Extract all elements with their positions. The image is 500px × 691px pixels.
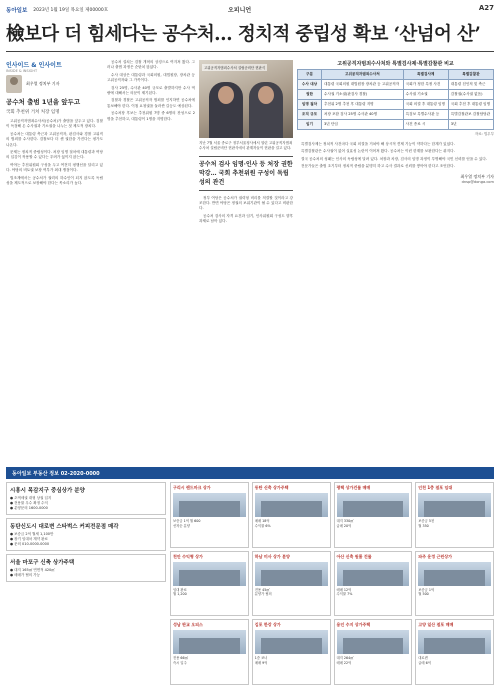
ad-cell[interactable] <box>415 482 494 548</box>
ad-line: ● 문의 010-0000-0000 <box>10 542 50 546</box>
ad-line: 수익률 7% <box>336 592 353 597</box>
table-cell: 국회 의결 후 대통령 임명 <box>403 100 448 110</box>
table-row <box>298 80 494 90</box>
ad-line: 급매 6억 <box>418 660 431 665</box>
ad-line: 매매 18억 <box>254 519 270 523</box>
page-number: A27 <box>478 4 494 12</box>
column-subtitle: 국회 추천위 거쳐 처장 임명 <box>6 110 60 115</box>
building-image <box>337 493 410 517</box>
byline: 최우열 정치부 기자 <box>460 173 494 179</box>
paragraph: 검찰과 경찰은 고위공직자 범죄를 인지하면 공수처에 통보해야 한다. 이첩 요청권을 둘러싼 갈등도 예상된다. <box>107 98 195 108</box>
table-row-header: 조직 규모 <box>298 110 322 120</box>
ad-line: 보증금 5천 <box>418 519 435 523</box>
ad-line: 분양가 협의 <box>254 592 272 597</box>
building-image <box>418 493 491 517</box>
article-body <box>297 142 494 170</box>
photo-caption: 지난 7월 서울 종로구 정부서울청사에서 열린 고위공직자범죄수사처 설립준비단 현판식에서 관계자들이 현판을 걸고 있다. <box>199 141 293 150</box>
paragraph: 결국 공수처의 성패는 인사의 독립성에 달려 있다. 처장과 차장, 검사의 임명 과정이 투명해야 국민 신뢰를 얻을 수 있다. <box>301 156 488 161</box>
ad-section-header: 동아일보 부동산 정보 02-2020-0000 <box>6 467 494 479</box>
ad-title: 하남 미사 상가 분양 <box>254 553 290 559</box>
ad-cell[interactable] <box>170 482 249 548</box>
paragraph: 고위공직자범죄수사처(공수처)가 출범을 앞두고 있다. 검찰이 독점해 온 수사권과 기소권을 나누는 첫 제도적 장치다. <box>6 119 103 129</box>
article-body <box>107 60 195 122</box>
ad-cell[interactable] <box>170 619 249 685</box>
table-cell: 수사권 기소권(판검사 경찰) <box>322 90 404 100</box>
ad-cell[interactable] <box>334 551 413 617</box>
ad-block[interactable] <box>6 518 166 551</box>
paragraph: 공수처 검사의 자격 요건과 임기, 인사위원회 구성도 향후 과제로 남아 있다. <box>199 213 293 224</box>
ad-line: 대지 330㎡ <box>336 519 354 523</box>
author-name: 최우열 정치부 기자 <box>26 81 60 86</box>
table-cell: 국회가 정한 특정 사건 <box>403 80 448 90</box>
paragraph: 특별검사제는 정치적 사건마다 국회 의결을 거쳐야 해 상시적 견제 기능이 약하다는 한계가 있었다. <box>301 142 455 146</box>
building-image <box>255 493 328 517</box>
ad-title: 용인 수지 상가주택 <box>336 622 371 628</box>
ad-line: 수익률 6% <box>254 523 271 528</box>
ad-line: 선착순 분양 <box>173 523 190 528</box>
masthead <box>6 4 494 16</box>
table-cell: 추천위 2명 추천 후 대통령 지명 <box>322 100 404 110</box>
table-source: 자료: 법무부 <box>474 132 494 136</box>
ad-line: 즉시 입주 <box>173 660 187 665</box>
table-row <box>298 90 494 100</box>
table-row <box>298 110 494 120</box>
issue-date: 2023년 1월 19일 목요일 제00000호 <box>33 8 109 13</box>
ad-cell[interactable] <box>252 551 331 617</box>
ad-grid <box>170 482 494 685</box>
ad-title: 김포 한강 상가 <box>254 622 281 628</box>
table-cell: 사건 종료 시 <box>403 120 448 130</box>
table-header-row <box>298 70 494 80</box>
paragraph: 여야는 추천위원회 구성을 두고 여전히 평행선을 달리고 있다. 야당의 비토권 보장 여부가 최대 쟁점이다. <box>6 162 103 173</box>
ad-line: ● 초역세권 대형 상권 입지 <box>10 496 52 500</box>
ad-line: 보증금 1억 <box>418 587 435 592</box>
paragraph: 전문가들은 출범 초기부터 정치적 중립을 분명히 하고 수사 결과로 신뢰를 쌓아야 한다고 조언한다. <box>301 164 455 169</box>
ad-title: 시흥시 목감지구 중심상가 분양 <box>10 488 85 494</box>
paragraph: 수사 대상은 대통령과 국회의원, 대법원장, 장차관 등 고위공직자와 그 가족이다. <box>107 72 195 83</box>
ad-line: ● 매매가 협의 가능 <box>10 573 41 577</box>
ad-title: 서울 마포구 신축 상가주택 <box>10 560 75 566</box>
paragraph: 공수처 설치는 검찰 개혁의 상징으로 여겨져 왔다. 그러나 출범 과정은 순탄치 않았다. <box>107 60 195 70</box>
ad-left-column <box>6 482 166 685</box>
building-image <box>337 630 410 654</box>
ad-cell[interactable] <box>334 482 413 548</box>
table-header: 고위공직자범죄수사처 <box>322 70 404 80</box>
ad-title: 파주 운정 근린상가 <box>418 553 452 559</box>
article-column-2 <box>107 60 195 460</box>
table-row <box>298 100 494 110</box>
building-image <box>337 562 410 586</box>
ad-cell[interactable] <box>415 619 494 685</box>
building-image <box>173 493 246 517</box>
paragraph: 정부 여당은 공수처가 권력형 비리를 척결할 것이라고 강조한다. 반면 야당은 정권의 보위기관이 될 수 있다고 비판한다. <box>199 195 293 211</box>
paragraph: 공수처장 후보는 추천위원 7명 중 6명의 찬성으로 2명을 추천하고, 대통령이 1명을 지명한다. <box>107 111 195 121</box>
ad-line: 대지 264㎡ <box>336 656 354 661</box>
author-row <box>6 75 103 93</box>
column-body <box>6 119 103 186</box>
ad-line: 매매 9억 <box>254 660 268 665</box>
ad-title: 인천 1층 점포 임대 <box>418 485 453 490</box>
newspaper-logo: 동아일보 <box>6 8 28 14</box>
ad-title: 동탄 신축 상가주택 <box>254 485 289 490</box>
ad-line: 월 500 <box>418 592 429 597</box>
table-cell: 3년 단임 <box>322 120 404 130</box>
table-cell: 수사권 기소권 <box>403 90 448 100</box>
paragraph: 문제는 정치적 중립성이다. 처장 임명 절차에 대통령과 여당의 입김이 작용할 수 있다는 우려가 끊이지 않는다. <box>6 150 103 160</box>
building-image <box>255 562 328 586</box>
author-photo <box>6 75 22 93</box>
building-image <box>255 630 328 654</box>
article-column-4 <box>297 60 494 460</box>
ad-line: 임대 완료 <box>173 587 187 592</box>
ad-block[interactable] <box>6 554 166 582</box>
ad-line: 대로변 <box>418 656 428 661</box>
table-header: 특별검사제 <box>403 70 448 80</box>
table-cell: 특별감찰관보 감찰담당관 <box>448 110 493 120</box>
opinion-column <box>6 60 103 460</box>
ad-line: 전용 45㎡ <box>254 587 270 592</box>
building-image <box>418 630 491 654</box>
table-cell: 대통령 국회의원 대법원장 장차관 등 고위공직자 <box>322 80 404 90</box>
ad-line: ● 분양문의 1600-0000 <box>10 506 48 510</box>
ad-line: 급매 20억 <box>336 523 352 528</box>
table-row-header: 임명 절차 <box>298 100 322 110</box>
column-tag-sub: INSIDE & INSIGHT <box>6 69 38 73</box>
ad-cell[interactable] <box>170 551 249 617</box>
paragraph: 공수처는 대통령 측근과 고위공직자, 판검사와 경찰 고위직의 범죄를 수사한다. 검찰보다 더 센 권한을 가진다는 평가도 나온다. <box>6 131 103 147</box>
building-image <box>418 562 491 586</box>
ad-cell[interactable] <box>334 619 413 685</box>
ad-block[interactable] <box>6 482 166 515</box>
ad-line: ● 장기 임대차 계약 완료 <box>10 537 48 541</box>
ad-cell[interactable] <box>252 482 331 548</box>
table-cell: 특검보 특별수사관 등 <box>403 110 448 120</box>
pull-quote: 공수처 검사 임명·인사 등 처장 권한 막강… 국회 추천위원 구성이 독립성의 관건 <box>199 156 293 191</box>
main-headline: 檢보다 더 힘세다는 공수처… 정치적 중립성 확보 ‘산넘어 산’ <box>6 18 494 52</box>
ad-line: 매매 22억 <box>336 660 352 665</box>
ad-line: ● 보증금 2억 월세 1,100만 <box>10 532 54 536</box>
ad-line: 보증금 1억 월 600 <box>173 519 201 523</box>
section-name: 오피니언 <box>228 7 252 14</box>
photo-banner-text: 고위공직자범죄수사처 설립준비단 현판식 <box>204 66 266 70</box>
paragraph: 법조계에서는 공수처가 권력의 하수인이 되지 않도록 독립성을 제도적으로 보장해야 한다는 목소리가 높다. <box>6 175 103 186</box>
table-title: 고위공직자범죄수사처와 특별검사제·특별감찰관 비교 <box>337 61 454 67</box>
table-cell: 국회 추천 후 대통령 임명 <box>448 100 493 110</box>
table-row-header: 수사 대상 <box>298 80 322 90</box>
ad-line: ● 대지 165㎡ 연면적 420㎡ <box>10 568 55 572</box>
building-image <box>173 562 246 586</box>
paragraph: 특별감찰관은 수사권이 없어 실효성 논란이 이어져 왔다. 공수처는 이런 한계를 보완한다는 취지다. <box>301 149 455 154</box>
byline-email: dnsp@donga.com <box>461 179 494 184</box>
ad-line: 월 350 <box>418 523 429 528</box>
table-header: 구분 <box>298 70 322 80</box>
ad-cell[interactable] <box>252 619 331 685</box>
table-cell: 처장 포함 검사 25명 수사관 40명 <box>322 110 404 120</box>
article-column-3 <box>199 60 293 460</box>
building-image <box>173 630 246 654</box>
comparison-table <box>297 69 494 130</box>
ad-title: 평택 상가건물 매매 <box>336 485 371 490</box>
table-row-header: 임기 <box>298 120 322 130</box>
column-title: 공수처 출범 1년을 앞두고 <box>6 98 81 106</box>
news-photo <box>199 60 293 138</box>
ad-title: 구리시 랜드마크 상가 <box>173 485 211 490</box>
ad-title: 고양 일산 점포 매매 <box>418 622 454 628</box>
column-tag: 인사이드 & 인사이트 <box>6 62 62 69</box>
table-cell: 대통령 친인척 및 측근 <box>448 80 493 90</box>
table-cell: 감찰권(수사권 없음) <box>448 90 493 100</box>
ad-line: 전용 66㎡ <box>173 656 188 661</box>
ad-title: 아산 신축 원룸 건물 <box>336 553 372 559</box>
paragraph: 검사 25명, 수사관 40명 규모로 출발하지만 수사 역량에 대해서는 의문이 제기된다. <box>107 85 195 96</box>
ad-title: 성남 판교 오피스 <box>173 622 203 628</box>
table-cell: 3년 <box>448 120 493 130</box>
table-header: 특별감찰관 <box>448 70 493 80</box>
table-row <box>298 120 494 130</box>
table-row-header: 권한 <box>298 90 322 100</box>
ad-line: 매매 12억 <box>336 587 352 592</box>
ad-title: 동탄신도시 대로변 스타벅스 커피전문점 매각 <box>10 524 119 530</box>
ad-cell[interactable] <box>415 551 494 617</box>
ad-line: 1층 코너 <box>254 656 268 661</box>
article-body <box>199 196 293 225</box>
ad-line: ● 전용률 우수 확정 수익 <box>10 501 48 505</box>
photo-person <box>249 82 283 138</box>
ad-line: 월 1,200 <box>173 592 187 597</box>
ad-title: 천안 수익형 상가 <box>173 553 203 559</box>
photo-person <box>209 82 243 138</box>
